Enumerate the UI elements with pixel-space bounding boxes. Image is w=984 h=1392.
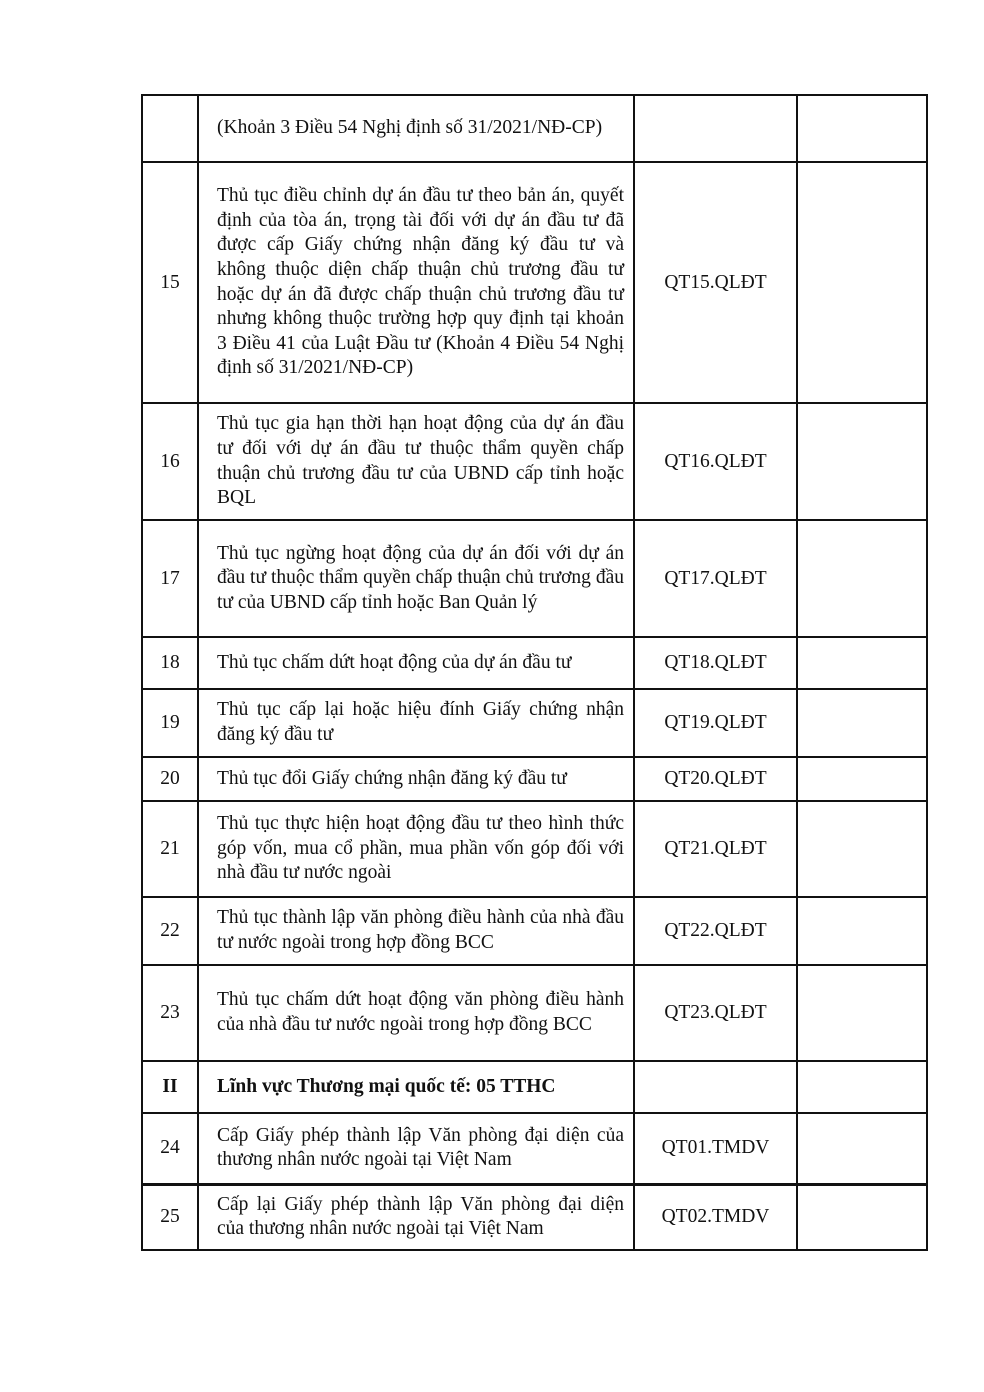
procedure-code: QT21.QLĐT <box>634 801 797 897</box>
procedure-name-text: Thủ tục chấm dứt hoạt động của dự án đầu tư <box>217 651 572 673</box>
row-number: 17 <box>142 520 198 637</box>
table-row <box>142 1184 927 1250</box>
table-row <box>142 801 927 897</box>
procedure-code <box>634 1061 797 1113</box>
row-number: 24 <box>142 1113 198 1184</box>
row-number: 15 <box>142 162 198 403</box>
procedure-name-text: Cấp Giấy phép thành lập Văn phòng đại diện của thương nhân nước ngoài tại Việt Nam <box>217 1124 624 1171</box>
procedures-table <box>141 94 928 1251</box>
procedure-name <box>198 965 634 1061</box>
procedure-name-text: Thủ tục cấp lại hoặc hiệu đính Giấy chứng nhận đăng ký đầu tư <box>217 699 624 745</box>
procedure-note <box>797 1113 927 1184</box>
procedure-note <box>797 965 927 1061</box>
procedure-note <box>797 403 927 520</box>
procedure-note <box>797 689 927 757</box>
procedure-name <box>198 637 634 689</box>
procedure-code: QT17.QLĐT <box>634 520 797 637</box>
procedure-name-text: Thủ tục thực hiện hoạt động đầu tư theo hình thức góp vốn, mua cổ phần, mua phần vốn góp đối với nhà đầu tư nước ngoài <box>217 813 624 884</box>
procedure-note <box>797 95 927 162</box>
table-row <box>142 689 927 757</box>
procedure-note <box>797 637 927 689</box>
procedure-name-text: (Khoản 3 Điều 54 Nghị định số 31/2021/NĐ-CP) <box>217 117 603 139</box>
row-number: 18 <box>142 637 198 689</box>
section-title <box>198 1061 634 1113</box>
table-row <box>142 403 927 520</box>
section-number: II <box>142 1061 198 1113</box>
procedure-name-text: Thủ tục ngừng hoạt động của dự án đối với dự án đầu tư thuộc thẩm quyền chấp thuận chủ trương đầu tư của UBND cấp tỉnh hoặc Ban Quản lý <box>217 542 624 613</box>
row-number: 21 <box>142 801 198 897</box>
procedure-note <box>797 162 927 403</box>
procedure-code: QT16.QLĐT <box>634 403 797 520</box>
procedure-code <box>634 95 797 162</box>
procedure-name <box>198 1184 634 1250</box>
procedure-name <box>198 520 634 637</box>
procedure-code: QT22.QLĐT <box>634 897 797 965</box>
procedure-code: QT20.QLĐT <box>634 757 797 801</box>
procedure-note <box>797 897 927 965</box>
row-number <box>142 95 198 162</box>
table-row <box>142 162 927 403</box>
procedure-note <box>797 801 927 897</box>
row-number: 25 <box>142 1184 198 1250</box>
procedure-name <box>198 801 634 897</box>
row-number: 16 <box>142 403 198 520</box>
procedure-name <box>198 897 634 965</box>
row-number: 22 <box>142 897 198 965</box>
procedure-name-text: Thủ tục đổi Giấy chứng nhận đăng ký đầu tư <box>217 767 567 789</box>
table-row <box>142 757 927 801</box>
procedure-name-text: Cấp lại Giấy phép thành lập Văn phòng đại diện của thương nhân nước ngoài tại Việt Nam <box>217 1193 624 1240</box>
procedure-name <box>198 95 634 162</box>
row-number: 20 <box>142 757 198 801</box>
table-row <box>142 637 927 689</box>
procedure-note <box>797 520 927 637</box>
procedure-name <box>198 757 634 801</box>
procedure-code: QT15.QLĐT <box>634 162 797 403</box>
procedure-note <box>797 1061 927 1113</box>
procedure-name-text: Thủ tục thành lập văn phòng điều hành của nhà đầu tư nước ngoài trong hợp đồng BCC <box>217 907 624 953</box>
procedure-name <box>198 689 634 757</box>
procedure-note <box>797 1184 927 1250</box>
section-title-text: Lĩnh vực Thương mại quốc tế: 05 TTHC <box>217 1075 556 1097</box>
table-row <box>142 965 927 1061</box>
procedure-name <box>198 162 634 403</box>
table-row <box>142 897 927 965</box>
procedure-code: QT02.TMDV <box>634 1184 797 1250</box>
procedure-code: QT23.QLĐT <box>634 965 797 1061</box>
row-number: 23 <box>142 965 198 1061</box>
procedure-name-text: Thủ tục chấm dứt hoạt động văn phòng điều hành của nhà đầu tư nước ngoài trong hợp đồng BCC <box>217 989 624 1035</box>
procedure-note <box>797 757 927 801</box>
procedure-code: QT18.QLĐT <box>634 637 797 689</box>
procedure-code: QT19.QLĐT <box>634 689 797 757</box>
procedure-name-text: Thủ tục gia hạn thời hạn hoạt động của dự án đầu tư đối với dự án đầu tư thuộc thẩm quyền chấp thuận chủ trương đầu tư của UBND cấp tỉnh hoặc BQL <box>217 413 624 509</box>
table-row-continuation <box>142 95 927 162</box>
procedure-name <box>198 403 634 520</box>
section-header-row <box>142 1061 927 1113</box>
procedure-code: QT01.TMDV <box>634 1113 797 1184</box>
procedure-name-text: Thủ tục điều chỉnh dự án đầu tư theo bản án, quyết định của tòa án, trọng tài đối với dự án đầu tư đã được cấp Giấy chứng nhận đăng ký đầu tư và không thuộc diện chấp thuận chủ trương đầu tư hoặc dự án đã được chấp thuận chủ trương đầu tư nhưng không thuộc trường hợp quy định tại khoản 3 Điều 41 của Luật Đầu tư (Khoản 4 Điều 54 Nghị định số 31/2021/NĐ-CP) <box>217 185 624 379</box>
row-number: 19 <box>142 689 198 757</box>
table-row <box>142 1113 927 1184</box>
table-row <box>142 520 927 637</box>
procedure-name <box>198 1113 634 1184</box>
